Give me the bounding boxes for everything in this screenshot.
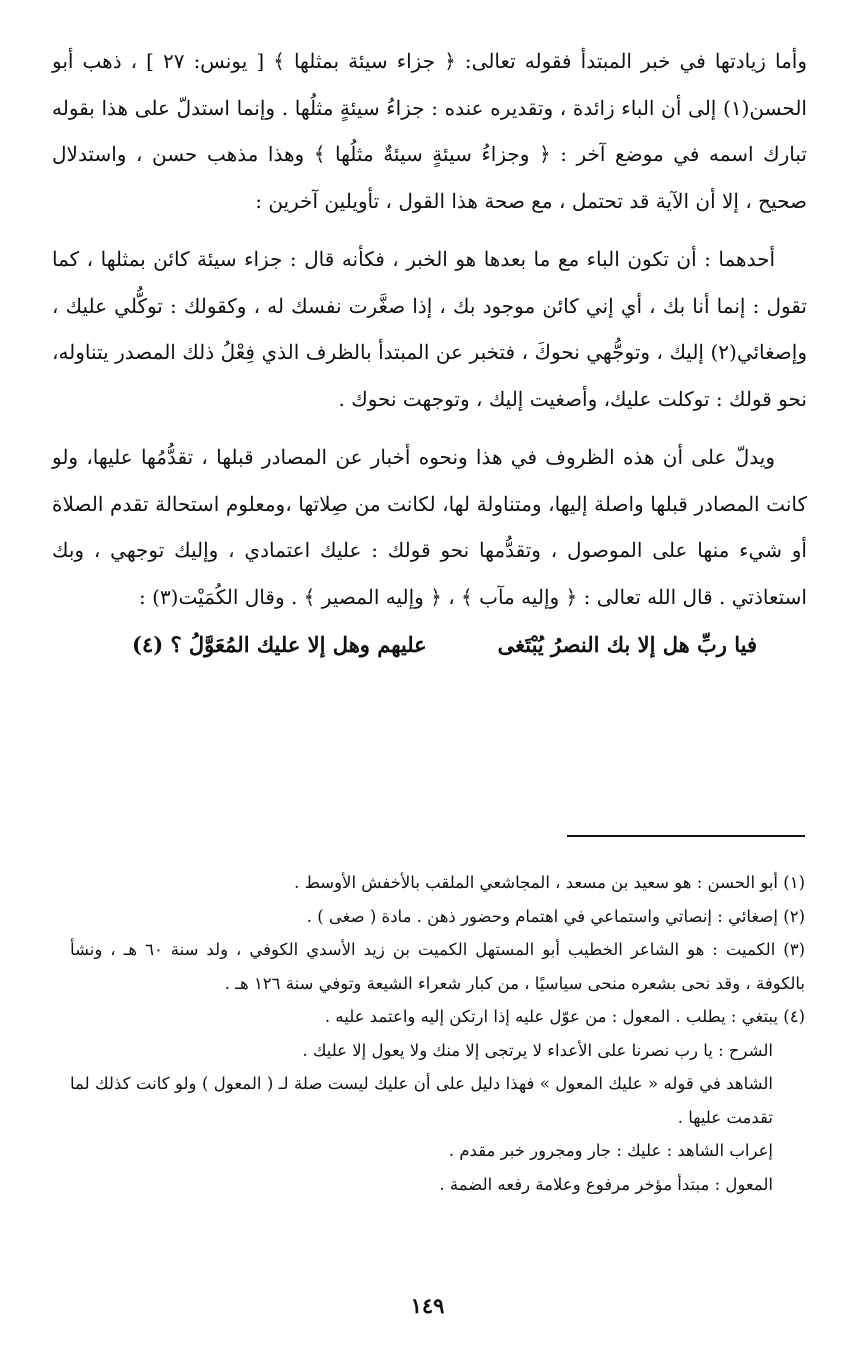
footnote-evidence: الشاهد في قوله « عليك المعول » فهذا دليل على أن عليك ليست صلة لـ ( المعول ) ولو كانت كذلك لما تقدمت عليها .: [70, 1074, 773, 1127]
footnote-3: (٣) الكميت : هو الشاعر الخطيب أبو المستهل الكميت بن زيد الأسدي الكوفي ، ولد سنة ٦٠ هـ ، ونشأ بالكوفة ، وقد نحى بشعره منحى سياسيًا ، من كبار شعراء الشيعة وتوفي سنة ١٢٦ هـ .: [70, 940, 805, 993]
paragraph-3: ويدلّ على أن هذه الظروف في هذا ونحوه أخبار عن المصادر قبلها ، تقدُّمُها عليها، ولو كانت المصادر قبلها واصلة إليها، ومتناولة لها، لكانت من صِلاتها ،ومعلوم استحالة تقدم الصلاة أو شيء منها على الموصول ، وتقدُّمها نحو قولك : عليك اعتمادي ، وإليك توجهي ، وبك استعاذتي . قال الله تعالى : ﴿ وإليه مآب ﴾ ، ﴿ وإليه المصير ﴾ . وقال الكُمَيْت(٣) :: [52, 445, 807, 609]
footnote-1: (١) أبو الحسن : هو سعيد بن مسعد ، المجاشعي الملقب بالأخفش الأوسط .: [294, 873, 805, 892]
verse-first-hemistich: فيا ربِّ هل إلا بك النصرُ يُبْتَغى: [497, 632, 757, 657]
footnote-separator: [567, 835, 805, 837]
paragraph-2: أحدهما : أن تكون الباء مع ما بعدها هو الخبر ، فكأنه قال : جزاء سيئة كائن بمثلها ، كما تقول : إنما أنا بك ، أي إني كائن موجود بك ، إذا صغَّرت نفسك له ، وكقولك : توكُّلي عليك ، وإصغائي(٢) إليك ، وتوجُّهي نحوكَ ، فتخبر عن المبتدأ بالظرف الذي فِعْلُ ذلك المصدر يتناوله، نحو قولك : توكلت عليك، وأصغيت إليك ، وتوجهت نحوك .: [52, 247, 807, 411]
footnote-2: (٢) إصغائي : إنصاتي واستماعي في اهتمام وحضور ذهن . مادة ( صغى ) .: [306, 906, 805, 926]
page-number: ١٤٩: [410, 1293, 445, 1318]
main-text: [52, 38, 807, 620]
footnote-4: (٤) يبتغي : يطلب . المعول : من عوّل عليه إذا ارتكن إليه واعتمد عليه .: [324, 1007, 805, 1026]
paragraph-1: وأما زيادتها في خبر المبتدأ فقوله تعالى: ﴿ جزاء سيئة بمثلها ﴾ [ يونس: ٢٧ ] ، ذهب أبو الحسن(١) إلى أن الباء زائدة ، وتقديره عنده : جزاءُ سيئةٍ مثلُها . وإنما استدلّ على هذا بقوله تبارك اسمه في موضع آخر : ﴿ وجزاءُ سيئةٍ سيئةٌ مثلُها ﴾ وهذا مذهب حسن ، واستدلال صحيح ، إلا أن الآية قد تحتمل ، مع صحة هذا القول ، تأويلين آخرين :: [52, 49, 808, 213]
poetry-verse: [52, 622, 807, 668]
verse-second-hemistich: عليهم وهل إلا عليك المُعَوَّلُ ؟ (٤): [132, 632, 427, 657]
paragraph-gap: [52, 224, 807, 236]
paragraph-gap: [52, 422, 807, 434]
footnote-parsing-2: المعول : مبتدأ مؤخر مرفوع وعلامة رفعه الضمة .: [439, 1174, 773, 1194]
footnote-parsing-1: إعراب الشاهد : عليك : جار ومجرور خبر مقدم .: [448, 1141, 773, 1160]
footnote-explanation: الشرح : يا رب نصرنا على الأعداء لا يرتجى إلا منك ولا يعول إلا عليك .: [302, 1040, 773, 1060]
footnotes: [70, 866, 805, 1201]
